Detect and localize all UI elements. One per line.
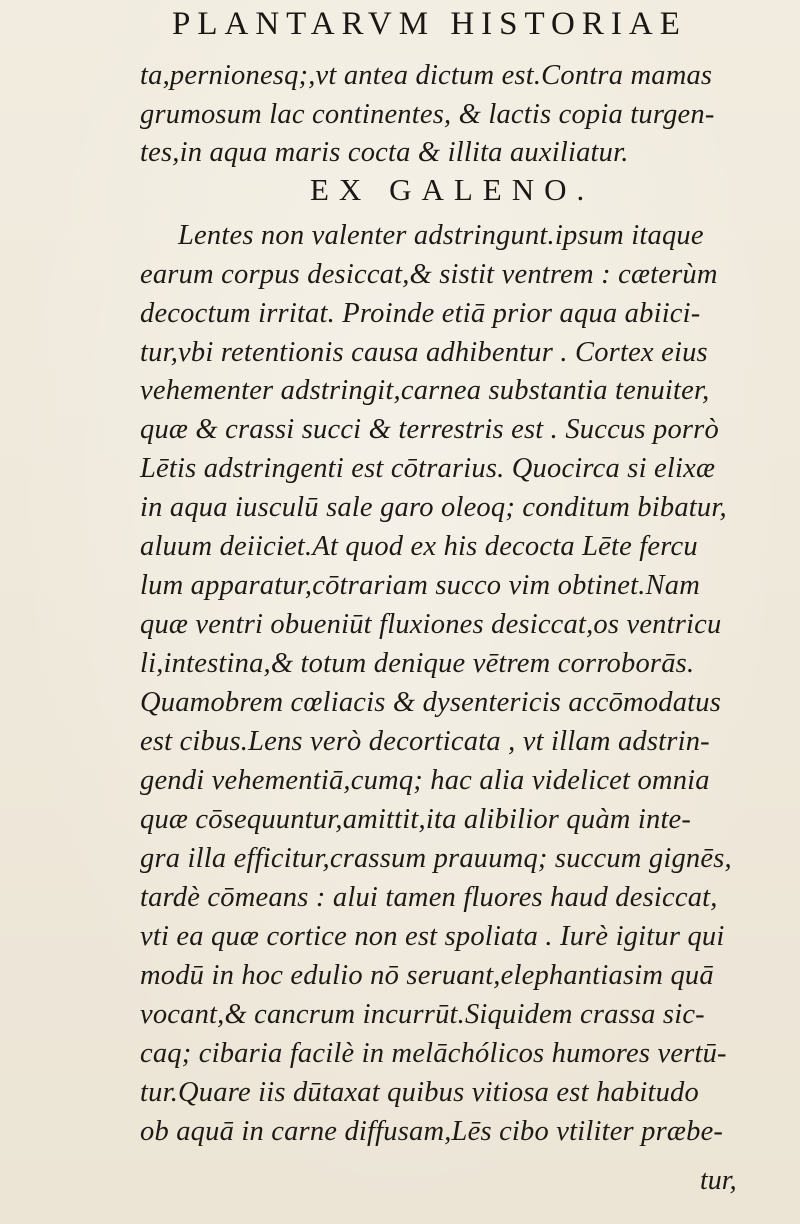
text-line: quæ & crassi succi & terrestris est . Succus porrò [140, 414, 719, 445]
text-line: tes,in aqua maris cocta & illita auxiliatur. [140, 137, 629, 168]
text-line: vehementer adstringit,carnea substantia tenuiter, [140, 375, 710, 406]
running-head: PLANTARVM HISTORIAE [172, 6, 687, 42]
text-line: in aqua iusculū sale garo oleoq; conditum bibatur, [140, 492, 727, 523]
catchword: tur, [700, 1165, 737, 1196]
text-line: gra illa efficitur,crassum prauumq; succum gignēs, [140, 843, 732, 874]
text-line: gendi vehementiā,cumq; hac alia videlicet omnia [140, 765, 710, 796]
text-line: vocant,& cancrum incurrūt.Siquidem crassa sic- [140, 999, 705, 1030]
text-line: li,intestina,& totum denique vētrem corroborās. [140, 648, 695, 679]
text-line: tardè cōmeans : alui tamen fluores haud desiccat, [140, 882, 718, 913]
text-line: Quamobrem cœliacis & dysentericis accōmodatus [140, 687, 722, 718]
text-line: tur,vbi retentionis causa adhibentur . Cortex eius [140, 337, 708, 368]
text-line: ta,pernionesq;,vt antea dictum est.Contra mamas [140, 60, 713, 91]
text-line: vti ea quæ cortice non est spoliata . Iurè igitur qui [140, 921, 725, 952]
text-line: ob aquā in carne diffusam,Lēs cibo vtiliter præbe- [140, 1116, 724, 1147]
text-line: decoctum irritat. Proinde etiā prior aqua abiici- [140, 298, 701, 329]
text-line: aluum deiiciet.At quod ex his decocta Lēte fercu [140, 531, 698, 562]
text-line: lum apparatur,cōtrariam succo vim obtinet.Nam [140, 570, 700, 601]
text-line: tur.Quare iis dūtaxat quibus vitiosa est habitudo [140, 1077, 699, 1108]
text-line: quæ cōsequuntur,amittit,ita alibilior quàm inte- [140, 804, 692, 835]
text-line: caq; cibaria facilè in melāchólicos humores vertū- [140, 1038, 727, 1069]
text-line: Lentes non valenter adstringunt.ipsum itaque [178, 220, 704, 251]
text-line: est cibus.Lens verò decorticata , vt illam adstrin- [140, 726, 710, 757]
text-line: quæ ventri obueniūt fluxiones desiccat,os ventricu [140, 609, 722, 640]
text-line: grumosum lac continentes, & lactis copia turgen- [140, 99, 715, 130]
text-line: modū in hoc edulio nō seruant,elephantiasim quā [140, 960, 714, 991]
section-heading: EX GALENO. [310, 172, 595, 207]
text-line: Lētis adstringenti est cōtrarius. Quocirca si elixæ [140, 453, 716, 484]
text-line: earum corpus desiccat,& sistit ventrem : cæterùm [140, 259, 718, 290]
